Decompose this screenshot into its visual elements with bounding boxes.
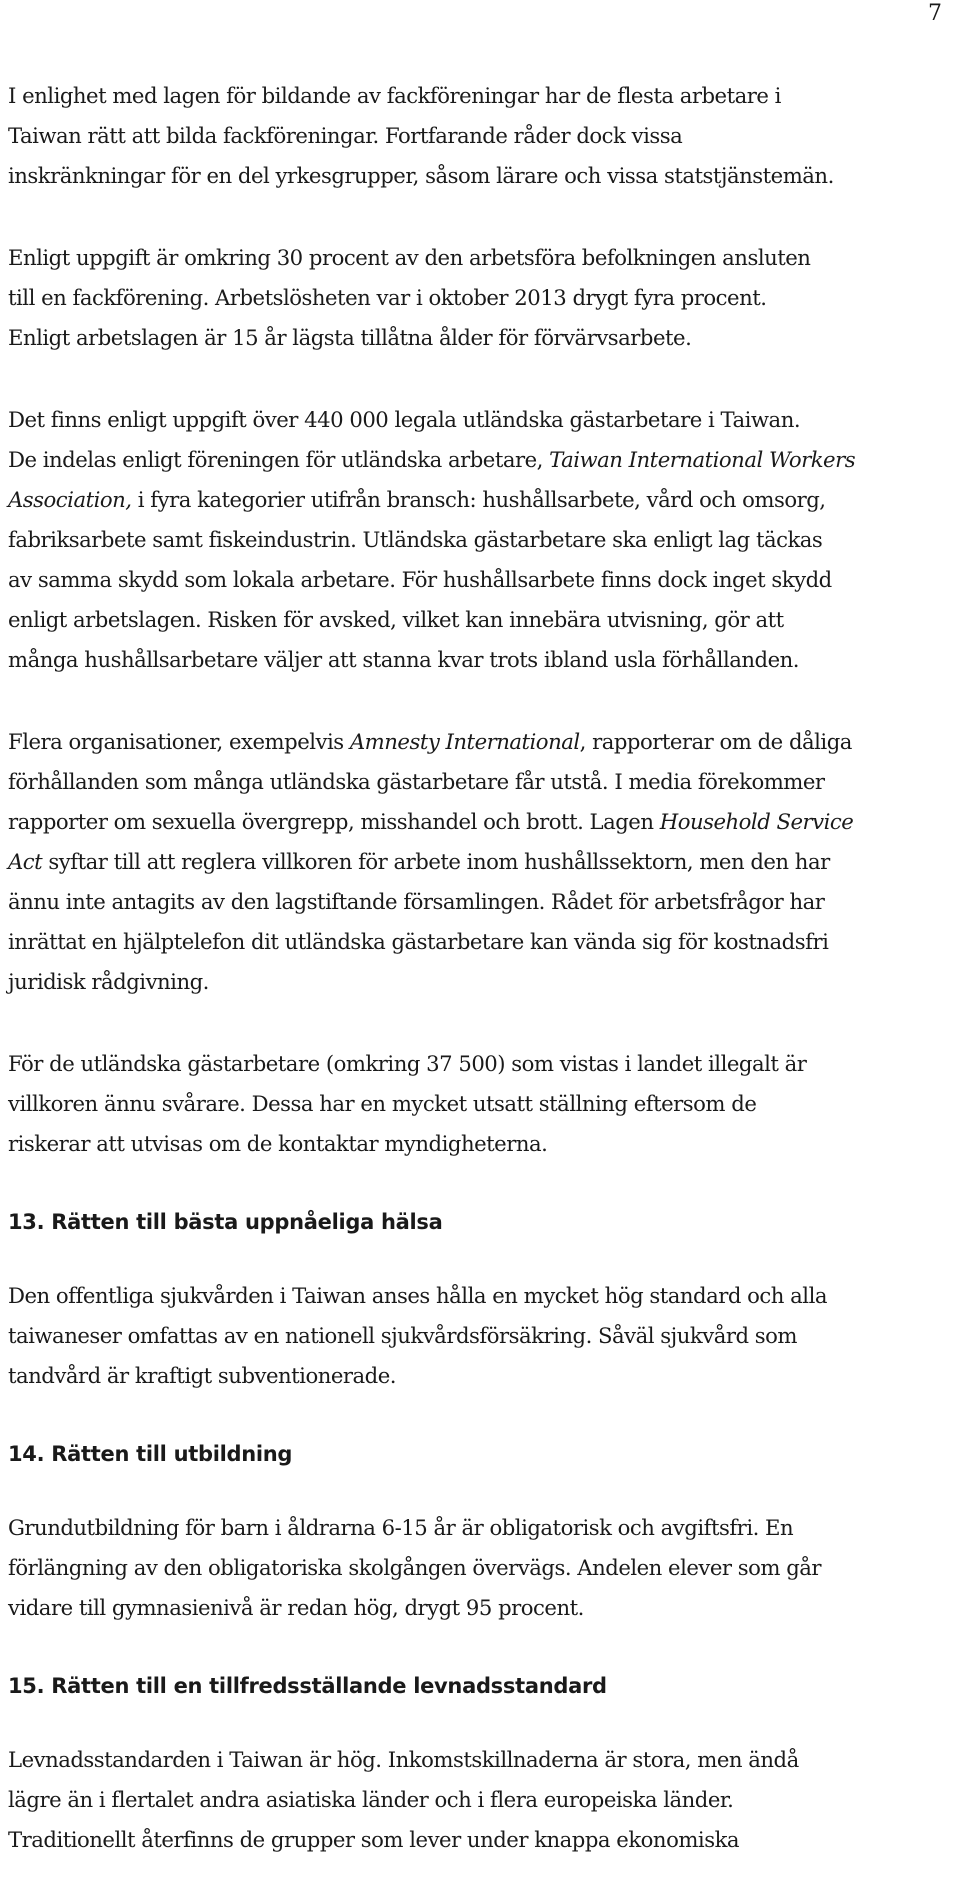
page-number: 7 — [928, 1, 942, 26]
paragraph-foreign-workers-count: Det finns enligt uppgift över 440 000 legala utländska gästarbetare i Taiwan. — [8, 407, 801, 432]
organization-name: Amnesty International — [349, 729, 580, 754]
paragraph-healthcare: Den offentliga sjukvården i Taiwan anses hålla en mycket hög standard och alla taiwaneser omfattas av en nationell sjukvårdsförsäkring. Såväl sjukvård som tandvård är kraftigt subventionerade. — [8, 1283, 827, 1388]
paragraph-illegal-workers: För de utländska gästarbetare (omkring 37 500) som vistas i landet illegalt är villkoren ännu svårare. Dessa har en mycket utsatt ställning eftersom de riskerar att utvisas om de kontaktar myndigheterna. — [8, 1051, 807, 1156]
organization-name: Taiwan International Workers Association, — [8, 447, 856, 512]
text-segment: , rapporterar om de dåliga förhållanden som många utländska gästarbetare får utstå. I media förekommer rapporter om sexuella övergrepp, misshandel och brott. Lagen — [8, 729, 852, 834]
section-heading-education: 14. Rätten till utbildning — [8, 1442, 293, 1466]
section-heading-health: 13. Rätten till bästa uppnåeliga hälsa — [8, 1210, 443, 1234]
paragraph-education: Grundutbildning för barn i åldrarna 6-15 år är obligatorisk och avgiftsfri. En förlängning av den obligatoriska skolgången övervägs. Andelen elever som går vidare till gymnasienivå är redan hög, drygt 95 procent. — [8, 1515, 822, 1620]
paragraph-organizations-reports — [8, 722, 956, 1002]
paragraph-union-membership: Enligt uppgift är omkring 30 procent av den arbetsföra befolkningen ansluten till en fackförening. Arbetslösheten var i oktober 2013 drygt fyra procent. Enligt arbetslagen är 15 år lägsta tillåtna ålder för förvärvsarbete. — [8, 245, 811, 350]
paragraph-trade-unions: I enlighet med lagen för bildande av fackföreningar har de flesta arbetare i Taiwan rätt att bilda fackföreningar. Fortfarande råder dock vissa inskränkningar för en del yrkesgrupper, såsom lärare och vissa statstjänstemän. — [8, 83, 834, 188]
document-body — [8, 76, 956, 1902]
text-segment: syftar till att reglera villkoren för arbete inom hushållssektorn, men den har ännu inte antagits av den lagstiftande församlingen. Rådet för arbetsfrågor har inrättat en hjälptelefon dit utländska gästarbetare kan vända sig för kostnadsfri juridisk rådgivning. — [8, 849, 830, 994]
section-heading-living-standard: 15. Rätten till en tillfredsställande levnadsstandard — [8, 1674, 607, 1698]
text-segment: De indelas enligt föreningen för utländska arbetare, — [8, 447, 550, 472]
paragraph-foreign-workers-categories — [8, 440, 956, 680]
law-name: Household Service Act — [8, 809, 854, 874]
text-segment: Flera organisationer, exempelvis — [8, 729, 350, 754]
text-segment: i fyra kategorier utifrån bransch: hushållsarbete, vård och omsorg, fabriksarbete samt fiskeindustrin. Utländska gästarbetare ska enligt lag täckas av samma skydd som lokala arbetare. För hushållsarbete finns dock inget skydd enligt arbetslagen. Risken för avsked, vilket kan innebära utvisning, gör att många hushållsarbetare väljer att stanna kvar trots ibland usla förhållanden. — [8, 487, 832, 672]
paragraph-living-standard: Levnadsstandarden i Taiwan är hög. Inkomstskillnaderna är stora, men ändå lägre än i flertalet andra asiatiska länder och i flera europeiska länder. Traditionellt återfinns de grupper som lever under knappa ekonomiska — [8, 1747, 799, 1852]
